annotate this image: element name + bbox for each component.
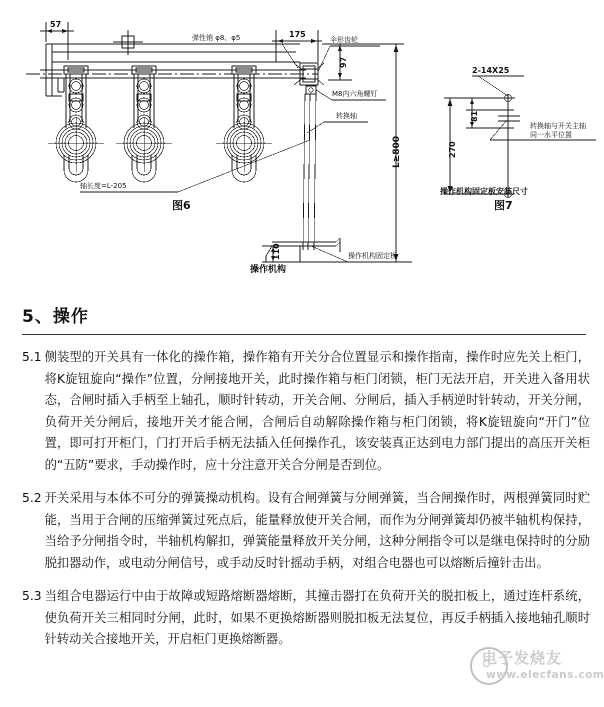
m8-screw-label: M8内六角螺钉 (332, 90, 378, 98)
fig7-title: 操作机构固定板安装尺寸 (440, 187, 528, 196)
fig6-bevel-gear-housing (294, 63, 324, 94)
fixed-plate-label: 操作机构固定板 (348, 252, 397, 260)
dim-110-label: 110 (272, 243, 281, 260)
watermark-ring-icon (470, 647, 508, 685)
conversion-shaft-label: 转换轴 (336, 112, 357, 120)
fig6-pole-assembly-3 (216, 66, 272, 182)
watermark-dot-icon (483, 660, 490, 667)
fig6-leader-lines (130, 44, 360, 262)
paragraph-number: 5.3 (22, 589, 42, 603)
fig6-top-bracket (113, 30, 143, 55)
bevel-gear-label: 伞形齿轮 (330, 36, 358, 44)
figure7-caption: 图7 (494, 199, 513, 212)
fig6-pole-assembly-1 (48, 66, 104, 182)
paragraph-text: 侧装型的开关具有一体化的操作箱，操作箱有开关分合位置显示和操作指南，操作时应先关上柜门，将K旋钮旋向“操作”位置，分闸接地开关，此时操作箱与柜门闭锁，柜门无法开启，开关进入备用状态，合闸时插入手柄至上轴孔，顺时针转动，开关合闸、分闸后，插入手柄逆时针转动，开关分闸，负荷开关分闸后，接地开关才能合闸，合闸后自动解除操作箱与柜门闭锁，将K旋钮旋向“开门”位置，即可打开柜门，门打开后手柄无法插入任何操作孔，该安装真正达到电力部门提出的高压开关柜的“五防”要求，手动操作时，应十分注意开关合分闸是否到位。 (44, 350, 590, 472)
watermark-brand-text: 电子发烧友 (482, 649, 563, 667)
document-text-body (0, 288, 604, 651)
fig6-pole-assembly-2 (116, 66, 172, 182)
paragraph-number: 5.2 (22, 491, 42, 505)
dim-270-label: 270 (448, 141, 457, 158)
operating-mechanism-caption: 操作机构 (250, 265, 287, 275)
section-heading: 5、操作 (22, 307, 89, 327)
paragraph-number: 5.1 (22, 350, 42, 364)
fig7-leader-lines (472, 76, 530, 140)
technical-drawing-area (0, 0, 604, 288)
paragraph-text: 当组合电器运行中由于故障或短路熔断器熔断，其撞击器打在负荷开关的脱扣板上，通过连杆系统，使负荷开关三相同时分闸，此时，如果不更换熔断器则脱扣板无法复位，再反手柄插入接地轴孔顺时针转动关合接地开关，开启柜门更换熔断器。 (44, 589, 590, 646)
fig7-note-line1: 转换轴与开关主轴 (530, 122, 586, 130)
fig6-label-underlines (80, 44, 412, 262)
dim-81-label: 81 (470, 110, 479, 122)
dim-175-label: 175 (289, 30, 306, 39)
figure6-caption: 图6 (172, 199, 191, 212)
fig6-vertical-shaft (303, 94, 316, 250)
technical-drawing-svg (0, 0, 604, 288)
dim-97-label: 97 (339, 56, 348, 68)
dim-57-label: 57 (50, 20, 62, 29)
elastic-pin-label: 弹性销 φ8、φ5 (192, 34, 241, 42)
hole-spec-label: 2-14X25 (472, 66, 510, 75)
paragraph-text: 开关采用与本体不可分的弹簧操动机构。设有合闸弹簧与分闸弹簧，当合闸操作时，两根弹簧同时贮能，当用于合闸的压缩弹簧过死点后，能量释放使开关合闸，而作为分闸弹簧却仍被半轴机构保持，当给予分闸指令时，半轴机构解扣，弹簧能量释放开关分闸，这种分闸指令可以是继电保持时的分励脱扣器动作，或电动分闸信号，或手动反时针摇动手柄，对组合电器也可以熔断后撞针击出。 (44, 491, 590, 570)
fig7-note-line2: 同一水平位置 (530, 131, 572, 139)
paragraph-5-2 (22, 488, 590, 574)
watermark-url-text: www.elecfans.com (486, 669, 604, 681)
dim-L800-label: L≥800 (392, 135, 402, 168)
section-divider (22, 334, 586, 335)
paragraph-5-3 (22, 586, 590, 651)
paragraph-5-1 (22, 347, 590, 476)
shaft-length-label: 轴长度=L-205 (80, 182, 127, 190)
